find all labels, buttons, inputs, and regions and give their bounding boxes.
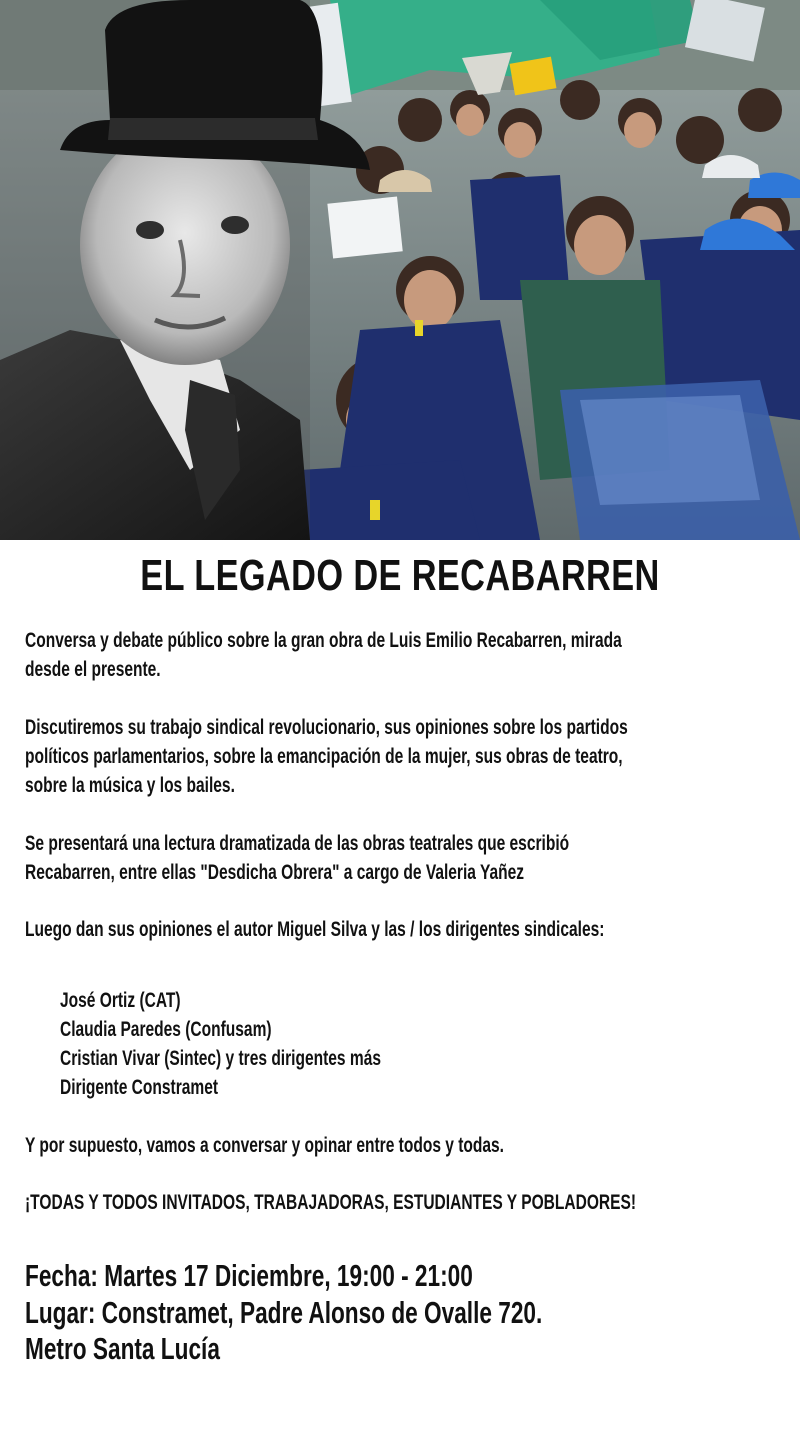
event-flyer: [0, 540, 800, 1440]
speaker-item: Dirigente Constramet: [60, 1076, 219, 1099]
event-date: Fecha: Martes 17 Diciembre, 19:00 - 21:00: [25, 1258, 473, 1293]
reading-paragraph: Se presentará una lectura dramatizada de las obras teatrales que escribió Recabarren, entre ellas "Desdicha Obrera" a cargo de Valeria Yañez: [25, 832, 570, 884]
header-photo: [0, 0, 800, 540]
intro-paragraph: Conversa y debate público sobre la gran obra de Luis Emilio Recabarren, mirada desde el presente.: [25, 629, 622, 681]
event-place: Lugar: Constramet, Padre Alonso de Ovalle 720.: [25, 1294, 543, 1330]
conversation-paragraph: Y por supuesto, vamos a conversar y opinar entre todos y todas.: [25, 1134, 505, 1157]
event-title: EL LEGADO DE RECABARREN: [140, 551, 660, 600]
speaker-item: Claudia Paredes (Confusam): [60, 1018, 272, 1041]
event-details: [25, 1258, 755, 1368]
invitation-paragraph: ¡TODAS Y TODOS INVITADOS, TRABAJADORAS, ESTUDIANTES Y POBLADORES!: [25, 1191, 637, 1214]
protest-crowd-photo: [0, 0, 800, 540]
topics-paragraph: Discutiremos su trabajo sindical revolucionario, sus opiniones sobre los partidos políticos parlamentarios, sobre la emancipación de la mujer, sus obras de teatro, sobre la música y los bailes.: [25, 716, 628, 797]
opinions-paragraph: Luego dan sus opiniones el autor Miguel Silva y las / los dirigentes sindicales:: [25, 918, 605, 941]
event-metro: Metro Santa Lucía: [25, 1331, 220, 1366]
speakers-list: [60, 986, 800, 1102]
speaker-item: José Ortiz (CAT): [60, 989, 181, 1012]
speaker-item: Cristian Vivar (Sintec) y tres dirigentes más: [60, 1047, 381, 1070]
